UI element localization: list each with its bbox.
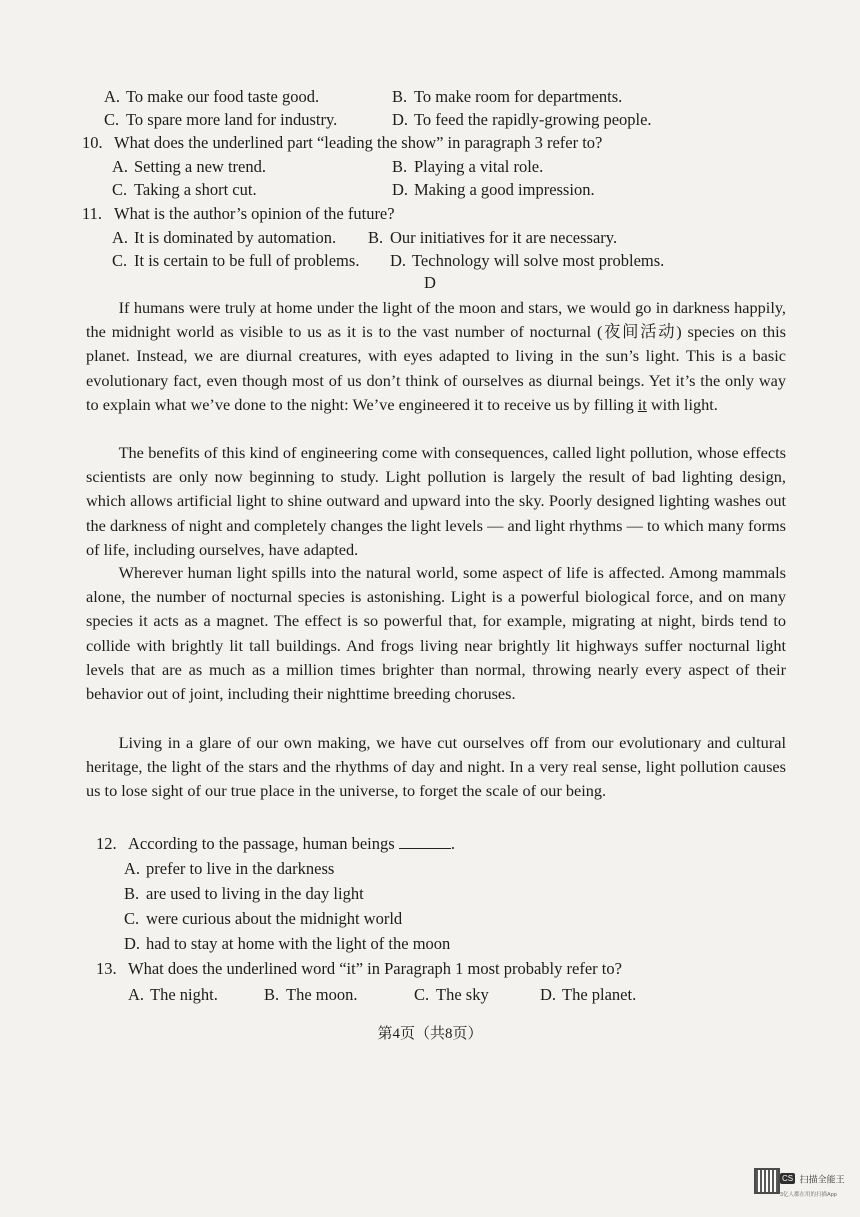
q9-option-c: C. To spare more land for industry. xyxy=(104,110,338,129)
q13-option-c: C. The sky xyxy=(414,985,489,1004)
q10-option-d: D. Making a good impression. xyxy=(392,180,595,199)
section-heading-d: D xyxy=(424,273,436,292)
page-number-footer: 第4页（共8页） xyxy=(377,1026,483,1042)
q10-option-b: B. Playing a vital role. xyxy=(392,157,544,176)
qr-code-icon xyxy=(754,1168,780,1194)
q9-option-d: D. To feed the rapidly-growing people. xyxy=(392,110,652,129)
scanner-app-tagline: 3亿人都在用的扫描App xyxy=(780,1192,837,1198)
camscanner-logo-icon: CS xyxy=(782,1174,794,1184)
scanner-watermark xyxy=(780,1170,845,1198)
passage-paragraph-3: Wherever human light spills into the natural world, some aspect of life is affected. Among mammals alone, the number of nocturnal species is astonishing. Light is a powerful biological force, and on many species it acts as a magnet. The effect is so powerful that, for example, migrating at night, birds tend to collide with brightly lit tall buildings. And frogs living near brightly lit highways suffer nocturnal light levels that are as much as a million times brighter than normal, throwing nearly every aspect of their behavior out of joint, including their nighttime breeding choruses. xyxy=(86,563,786,704)
passage-paragraph-1: If humans were truly at home under the light of the moon and stars, we would go in darkness happily, the midnight world as visible to us as it is to the vast number of nocturnal (夜间活动) species on this planet. Instead, we are diurnal creatures, with eyes adapted to living in the sun’s light. This is a basic evolutionary fact, even though most of us don’t think of ourselves as diurnal beings. Yet it’s the only way to explain what we’ve done to the night: We’ve engineered it to receive us by filling it with light. xyxy=(86,298,786,414)
q13-option-d: D. The planet. xyxy=(540,985,637,1004)
q11-stem: 11. What is the author’s opinion of the future? xyxy=(82,204,395,223)
q9-option-a: A. To make our food taste good. xyxy=(104,87,320,106)
q12-option-b: B. are used to living in the day light xyxy=(124,884,364,903)
q12-option-a: A. prefer to live in the darkness xyxy=(124,859,335,878)
q10-stem: 10. What does the underlined part “leading the show” in paragraph 3 refer to? xyxy=(82,133,603,152)
q11-option-c: C. It is certain to be full of problems. xyxy=(112,251,360,270)
q12-option-d: D. had to stay at home with the light of the moon xyxy=(124,934,451,953)
answer-blank xyxy=(399,834,451,849)
q12-stem: 12. According to the passage, human beings . xyxy=(96,834,455,853)
q11-option-d: D. Technology will solve most problems. xyxy=(390,251,665,270)
passage-paragraph-2: The benefits of this kind of engineering come with consequences, called light pollution, whose effects scientists are only now beginning to study. Light pollution is largely the result of bad lighting design, which allows artificial light to shine outward and upward into the sky. Poorly designed lighting washes out the darkness of night and completely changes the light levels — and light rhythms — to which many forms of life, including ourselves, have adapted. xyxy=(86,443,786,559)
q10-option-c: C. Taking a short cut. xyxy=(112,180,257,199)
scanner-app-name: 扫描全能王 xyxy=(799,1174,845,1185)
q11-option-a: A. It is dominated by automation. xyxy=(112,228,337,247)
underlined-word-it: it xyxy=(637,394,647,414)
q13-option-a: A. The night. xyxy=(128,985,218,1004)
q11-option-b: B. Our initiatives for it are necessary. xyxy=(368,228,618,247)
q12-option-c: C. were curious about the midnight world xyxy=(124,909,403,928)
q13-option-b: B. The moon. xyxy=(264,985,358,1004)
q9-option-b: B. To make room for departments. xyxy=(392,87,623,106)
passage-paragraph-4: Living in a glare of our own making, we have cut ourselves off from our evolutionary and cultural heritage, the light of the stars and the rhythms of day and night. In a very real sense, light pollution causes us to lose sight of our true place in the universe, to forget the scale of our being. xyxy=(86,733,786,801)
q10-option-a: A. Setting a new trend. xyxy=(112,157,266,176)
q13-stem: 13. What does the underlined word “it” in Paragraph 1 most probably refer to? xyxy=(96,959,622,978)
